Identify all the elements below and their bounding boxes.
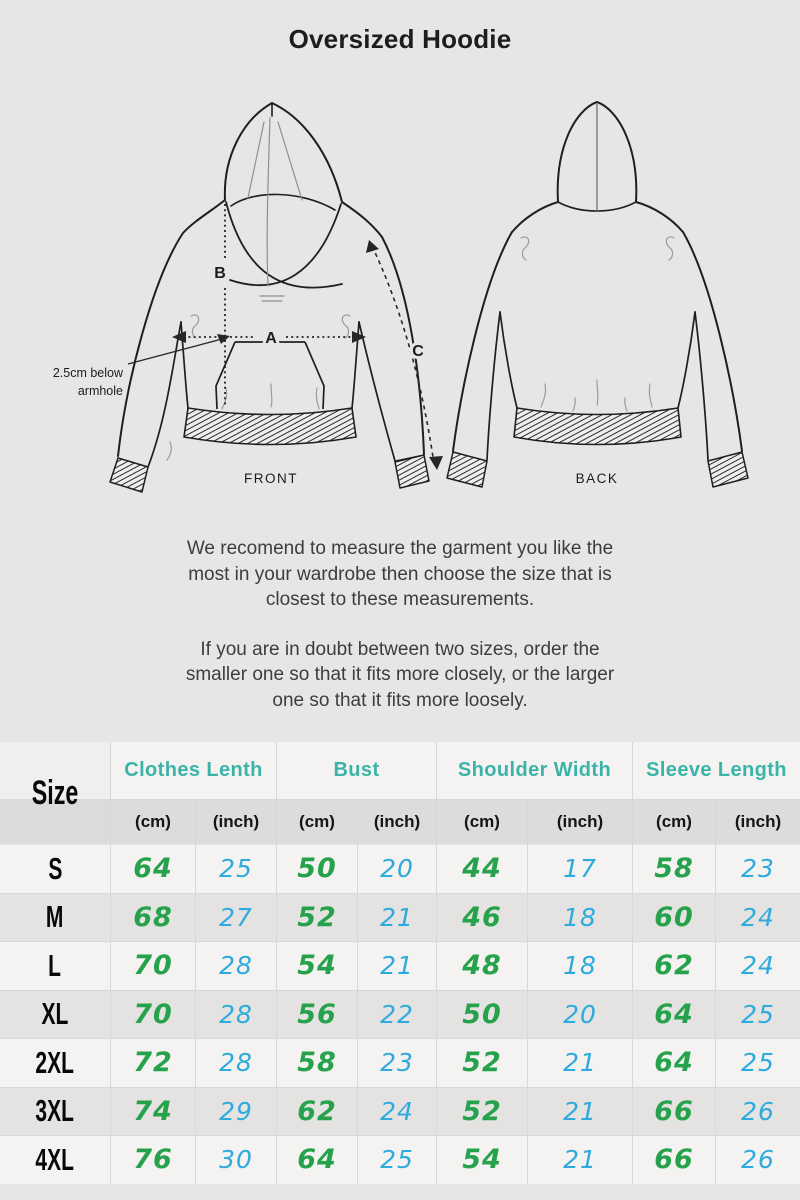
cell-clothes-length-cm: 72 — [111, 1039, 195, 1087]
cell-shoulder-width-inch: 21 — [528, 1136, 632, 1184]
cell-shoulder-width-inch: 20 — [528, 991, 632, 1039]
cell-bust-inch: 24 — [358, 1088, 436, 1136]
page-title: Oversized Hoodie — [288, 24, 512, 54]
front-hoodie-outline — [118, 103, 424, 467]
cell-shoulder-width-inch: 21 — [528, 1039, 632, 1087]
cell-sleeve-length-cm: 62 — [633, 942, 715, 990]
size-row-label — [0, 1088, 110, 1136]
column-group-shoulder-width: Shoulder Width — [437, 742, 632, 799]
front-pocket — [216, 342, 324, 409]
size-table-body — [0, 845, 800, 1184]
size-column-header — [0, 742, 110, 844]
cell-clothes-length-cm: 70 — [111, 942, 195, 990]
armhole-note-line2: armhole — [77, 384, 123, 398]
column-group-sleeve-length: Sleeve Length — [633, 742, 800, 799]
unit-header-cm: (cm) — [437, 800, 527, 844]
cell-shoulder-width-cm: 54 — [437, 1136, 527, 1184]
cell-sleeve-length-inch: 24 — [716, 942, 800, 990]
cell-clothes-length-inch: 27 — [196, 894, 276, 942]
cell-bust-inch: 21 — [358, 942, 436, 990]
front-hood-seams — [248, 118, 302, 301]
cell-shoulder-width-inch: 18 — [528, 942, 632, 990]
cell-clothes-length-cm: 68 — [111, 894, 195, 942]
size-value: XL — [41, 996, 69, 1031]
front-view-label: FRONT — [244, 471, 298, 486]
cell-bust-inch: 25 — [358, 1136, 436, 1184]
cell-shoulder-width-inch: 17 — [528, 845, 632, 893]
cell-shoulder-width-cm: 50 — [437, 991, 527, 1039]
unit-header-inch: (inch) — [196, 800, 276, 844]
size-value: M — [46, 899, 64, 934]
cell-sleeve-length-inch: 24 — [716, 894, 800, 942]
cell-sleeve-length-cm: 64 — [633, 1039, 715, 1087]
cell-clothes-length-inch: 28 — [196, 942, 276, 990]
size-table-header — [0, 742, 800, 844]
cell-bust-cm: 62 — [277, 1088, 357, 1136]
size-row-label — [0, 1039, 110, 1087]
cell-sleeve-length-inch: 25 — [716, 1039, 800, 1087]
cell-sleeve-length-cm: 64 — [633, 991, 715, 1039]
back-hoodie-diagram — [445, 90, 790, 500]
unit-header-inch: (inch) — [358, 800, 436, 844]
cell-clothes-length-inch: 29 — [196, 1088, 276, 1136]
size-value: 2XL — [35, 1045, 75, 1080]
cell-clothes-length-cm: 74 — [111, 1088, 195, 1136]
measure-b-label: B — [214, 265, 226, 282]
cell-bust-cm: 50 — [277, 845, 357, 893]
cell-shoulder-width-cm: 52 — [437, 1039, 527, 1087]
cell-sleeve-length-cm: 66 — [633, 1136, 715, 1184]
measuring-notes — [0, 536, 800, 713]
front-hoodie-diagram — [20, 90, 465, 500]
cell-sleeve-length-inch: 26 — [716, 1088, 800, 1136]
cell-bust-inch: 23 — [358, 1039, 436, 1087]
cell-shoulder-width-inch: 21 — [528, 1088, 632, 1136]
cell-clothes-length-inch: 28 — [196, 991, 276, 1039]
size-row-label — [0, 1136, 110, 1184]
unit-header-inch: (inch) — [716, 800, 800, 844]
cell-shoulder-width-cm: 52 — [437, 1088, 527, 1136]
cell-bust-inch: 20 — [358, 845, 436, 893]
cell-clothes-length-inch: 28 — [196, 1039, 276, 1087]
armhole-note-line1: 2.5cm below — [52, 366, 123, 380]
cell-shoulder-width-cm: 44 — [437, 845, 527, 893]
size-value: 3XL — [35, 1093, 75, 1128]
cell-sleeve-length-cm: 66 — [633, 1088, 715, 1136]
cell-sleeve-length-cm: 60 — [633, 894, 715, 942]
cell-clothes-length-inch: 25 — [196, 845, 276, 893]
size-value: L — [48, 948, 62, 983]
back-view-label: BACK — [575, 471, 619, 486]
size-row-label — [0, 942, 110, 990]
cell-shoulder-width-inch: 18 — [528, 894, 632, 942]
cell-sleeve-length-cm: 58 — [633, 845, 715, 893]
cell-bust-cm: 56 — [277, 991, 357, 1039]
cell-clothes-length-cm: 70 — [111, 991, 195, 1039]
cell-bust-cm: 52 — [277, 894, 357, 942]
back-wrinkles — [521, 237, 674, 411]
unit-header-inch: (inch) — [528, 800, 632, 844]
unit-header-cm: (cm) — [633, 800, 715, 844]
cell-bust-inch: 21 — [358, 894, 436, 942]
size-row-label — [0, 991, 110, 1039]
note-paragraph-1: We recomend to measure the garment you like the most in your wardrobe then choose the size that is closest to these measurements. — [186, 538, 614, 610]
size-row-label — [0, 845, 110, 893]
unit-header-cm: (cm) — [277, 800, 357, 844]
cell-clothes-length-cm: 64 — [111, 845, 195, 893]
unit-header-cm: (cm) — [111, 800, 195, 844]
size-header-label: Size — [31, 773, 79, 812]
cell-sleeve-length-inch: 23 — [716, 845, 800, 893]
size-value: S — [47, 851, 63, 886]
cell-bust-cm: 54 — [277, 942, 357, 990]
size-value: 4XL — [35, 1142, 75, 1177]
column-group-bust: Bust — [277, 742, 436, 799]
cell-clothes-length-inch: 30 — [196, 1136, 276, 1184]
cell-clothes-length-cm: 76 — [111, 1136, 195, 1184]
column-group-clothes-length: Clothes Lenth — [111, 742, 276, 799]
cell-bust-cm: 58 — [277, 1039, 357, 1087]
cell-bust-cm: 64 — [277, 1136, 357, 1184]
size-row-label — [0, 894, 110, 942]
note-paragraph-2: If you are in doubt between two sizes, order the smaller one so that it fits more closely, or the larger one so that it fits more loosely. — [185, 638, 615, 711]
cell-sleeve-length-inch: 25 — [716, 991, 800, 1039]
cell-sleeve-length-inch: 26 — [716, 1136, 800, 1184]
measure-a-label: A — [265, 330, 277, 347]
cell-bust-inch: 22 — [358, 991, 436, 1039]
cell-shoulder-width-cm: 48 — [437, 942, 527, 990]
measure-c-label: C — [412, 343, 424, 360]
cell-shoulder-width-cm: 46 — [437, 894, 527, 942]
